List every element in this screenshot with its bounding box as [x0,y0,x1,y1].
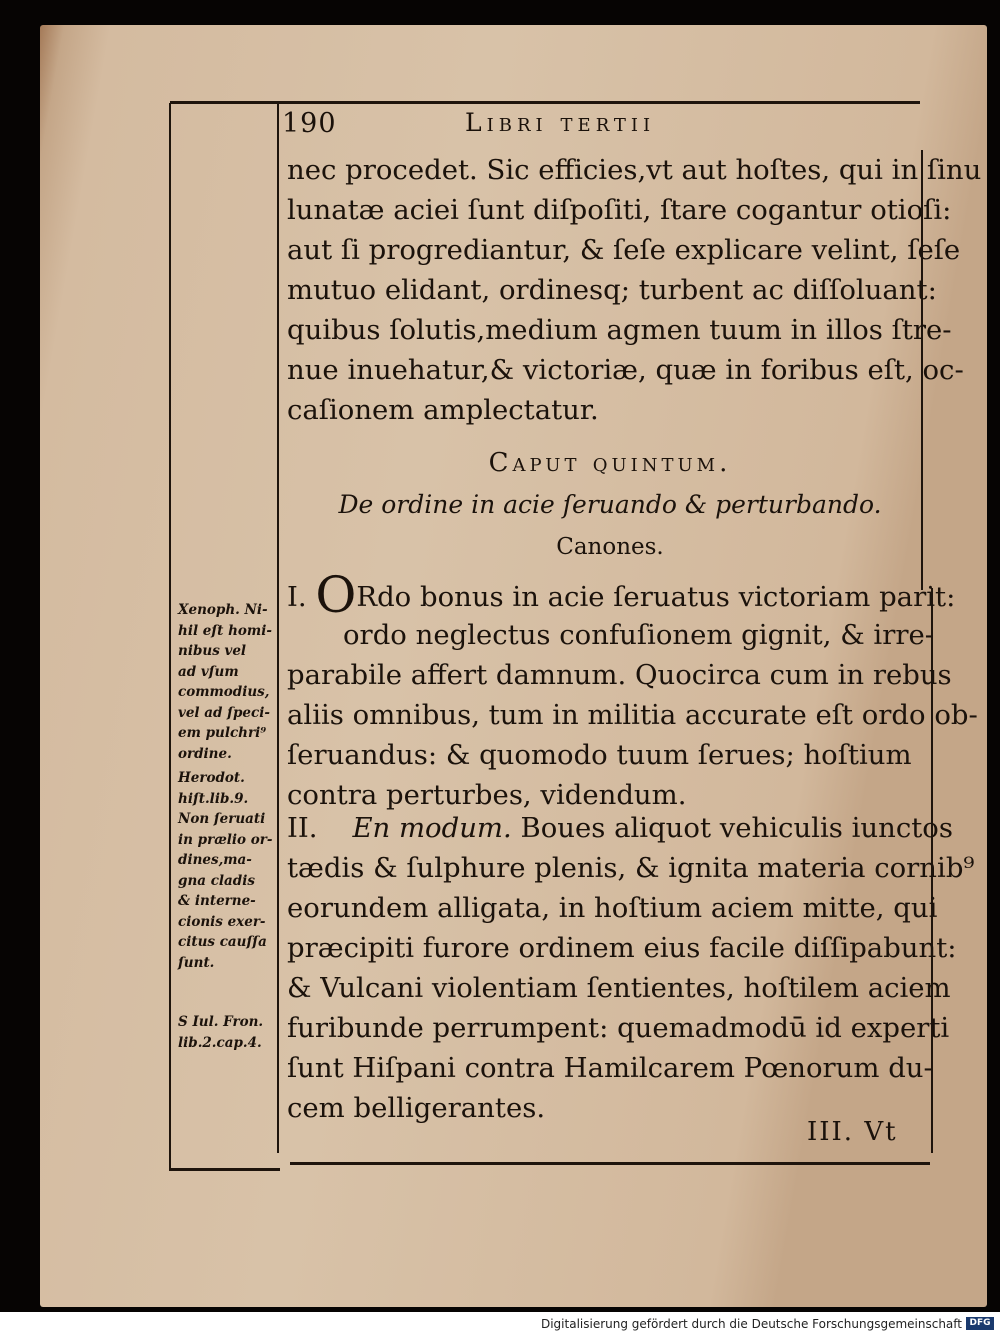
drop-initial: O [315,566,357,624]
page-number: 190 [282,108,337,139]
note-line: vel ad ſpeci- [178,704,270,721]
canon-one [287,566,978,815]
note-line: S Iul. Fron. [178,1014,264,1030]
text-line: caſionem amplectatur. [287,394,599,426]
text-line: contra perturbes, videndum. [287,779,687,811]
text-line: cem belligerantes. [287,1092,546,1124]
canon-first-line [287,566,956,624]
text-line: eorundem alligata, in hoſtium aciem mitte, qui [287,892,938,924]
marginal-note-frontinus [178,1012,283,1053]
bottom-rule [290,1162,930,1165]
canon-numeral: I. [287,581,307,613]
text-line: Rdo bonus in acie ſeruatus victoriam parit: [356,581,956,613]
note-line: ordine. [178,745,232,762]
marginal-note-xenophon [178,600,283,764]
note-line: cionis exer- [178,913,266,930]
canon-numeral: II. [287,812,318,844]
note-line: lib.2.cap.4. [178,1034,262,1051]
bottom-rule-left [170,1168,280,1171]
note-line: & interne- [178,893,256,909]
text-line: nue inuehatur,& victoriæ, quæ in foribus eſt, oc- [287,354,964,386]
digitization-footer [0,1312,1000,1336]
canon-first-line [287,808,953,848]
text-line: lunatæ aciei ſunt diſpoſiti, ſtare cogantur otioſi: [287,194,952,226]
note-line: gna cladis [178,872,255,889]
note-line: em pulchri⁹ [178,725,267,741]
text-line: tædis & ſulphure plenis, & ignita materia cornib⁹ [287,852,975,884]
text-line: ſunt Hiſpani contra Hamilcarem Pœnorum du- [287,1052,933,1084]
catchword: III. Vt [807,1117,898,1147]
text-line: ordo neglectus confuſionem gignit, & irre- [343,619,935,651]
text-line: aliis omnibus, tum in militia accurate eſt ordo ob- [287,699,978,731]
chapter-subtitle: De ordine in acie ſeruando & perturbando. [338,490,882,519]
note-line: Xenoph. Ni- [178,602,268,618]
canon-two [287,808,975,1128]
dfg-logo-icon: DFG [966,1317,994,1330]
note-line: Non ſeruati [178,811,266,827]
note-line: commodius, [178,684,270,700]
canones-heading: Canones. [556,534,664,560]
note-line: dines,ma- [178,852,252,868]
top-rule [170,101,920,104]
note-line: in prælio or- [178,831,273,848]
running-title: Libri tertii [465,108,656,137]
note-line: ad vſum [178,663,239,680]
left-frame-rule [169,103,171,1171]
note-line: hil eſt homi- [178,622,272,639]
text-line: mutuo elidant, ordinesq; turbent ac diſſoluant: [287,274,937,306]
footer-text: Digitalisierung gefördert durch die Deutsche Forschungsgemeinschaft [540,1317,962,1331]
text-line: parabile affert damnum. Quocirca cum in rebus [287,659,952,691]
text-line: nec procedet. Sic efficies,vt aut hoſtes, qui in ſinu [287,154,982,186]
body-text-top [287,150,982,430]
marginal-note-herodotus [178,768,283,973]
text-line: præcipiti furore ordinem eius facile diſſipabunt: [287,932,957,964]
text-line: Boues aliquot vehiculis iunctos [520,812,953,844]
note-line: hiſt.lib.9. [178,790,249,807]
text-line: furibunde perrumpent: quemadmodū id experti [287,1012,950,1044]
note-line: ſunt. [178,954,215,971]
text-line: & Vulcani violentiam ſentientes, hoſtilem aciem [287,972,951,1004]
note-line: Herodot. [178,770,245,786]
chapter-title: Caput quintum. [488,448,732,478]
note-line: citus cauſſa [178,934,267,950]
note-line: nibus vel [178,643,247,659]
text-line: quibus ſolutis,medium agmen tuum in illos ſtre- [287,314,952,346]
text-line: ſeruandus: & quomodo tuum ſerues; hoſtium [287,739,912,771]
text-line: aut ſi progrediantur, & ſeſe explicare velint, ſeſe [287,234,961,266]
canon-lead: En modum. [352,812,512,844]
